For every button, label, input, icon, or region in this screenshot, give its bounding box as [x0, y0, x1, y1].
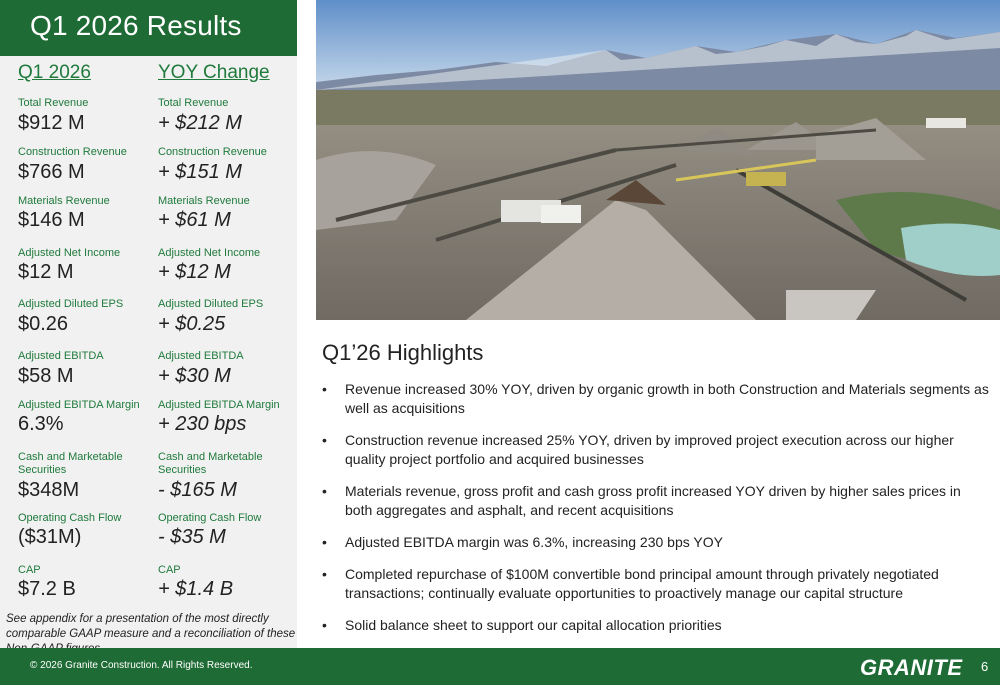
- metric-value: $12 M: [18, 261, 74, 283]
- change-label: Adjusted EBITDA Margin: [158, 399, 280, 411]
- bullet-icon: •: [322, 381, 327, 397]
- copyright: © 2026 Granite Construction. All Rights Reserved.: [30, 660, 253, 671]
- highlight-item: [322, 482, 990, 520]
- metric-value: ($31M): [18, 526, 82, 548]
- highlight-text: Solid balance sheet to support our capital allocation priorities: [345, 617, 722, 633]
- metric-label: CAP: [18, 564, 41, 576]
- change-label: Adjusted Net Income: [158, 247, 261, 259]
- highlight-text: Completed repurchase of $100M convertible bond principal amount through privately negotiated transactions; continually evaluate opportunities to proactively manage our capital structure: [345, 566, 939, 601]
- change-label: Operating Cash Flow: [158, 512, 262, 524]
- change-value: + $0.25: [158, 313, 226, 335]
- metric-label: Materials Revenue: [18, 195, 110, 207]
- bullet-icon: •: [322, 432, 327, 448]
- change-label: Total Revenue: [158, 97, 229, 109]
- q1-column-header: Q1 2026: [18, 62, 91, 83]
- change-label: Adjusted EBITDA: [158, 350, 244, 362]
- highlight-text: Adjusted EBITDA margin was 6.3%, increasing 230 bps YOY: [345, 534, 723, 550]
- bullet-icon: •: [322, 566, 327, 582]
- slide-title: Q1 2026 Results: [30, 10, 242, 41]
- bullet-icon: •: [322, 534, 327, 550]
- metric-value: $348M: [18, 479, 80, 501]
- granite-logo: GRANITE: [860, 655, 963, 680]
- highlight-text: Materials revenue, gross profit and cash gross profit increased YOY driven by higher sales prices in both aggregates and asphalt, and recent acquisitions: [345, 483, 961, 518]
- highlight-text: Revenue increased 30% YOY, driven by organic growth in both Construction and Materials segments as well as acquisitions: [345, 381, 989, 416]
- change-value: - $165 M: [158, 479, 237, 501]
- highlights-title: Q1’26 Highlights: [322, 340, 484, 365]
- page-number: 6: [981, 659, 989, 674]
- title-bar: [0, 0, 297, 56]
- metric-value: $0.26: [18, 313, 69, 335]
- metric-value: $146 M: [18, 209, 85, 231]
- metric-value: $766 M: [18, 161, 85, 183]
- change-value: + $151 M: [158, 161, 242, 183]
- change-value: + 230 bps: [158, 413, 247, 435]
- metric-label: Adjusted Net Income: [18, 247, 121, 259]
- metric-label: Adjusted EBITDA: [18, 350, 104, 362]
- footnote: See appendix for a presentation of the most directly comparable GAAP measure and a reconciliation of these: [6, 613, 296, 640]
- highlight-text: Construction revenue increased 25% YOY, driven by improved project execution across our higher quality project portfolio and acquired businesses: [345, 432, 954, 467]
- yoy-column-header: YOY Change: [158, 62, 270, 83]
- highlight-item: [322, 380, 990, 418]
- metric-value: $7.2 B: [18, 578, 76, 600]
- change-label: Cash and Marketable Securities: [158, 451, 263, 476]
- highlight-item: [322, 431, 990, 469]
- metric-value: $912 M: [18, 112, 85, 134]
- change-label: Adjusted Diluted EPS: [158, 298, 264, 310]
- change-value: + $12 M: [158, 261, 231, 283]
- change-value: + $1.4 B: [158, 578, 234, 600]
- change-value: + $30 M: [158, 365, 231, 387]
- change-label: CAP: [158, 564, 181, 576]
- metric-value: $58 M: [18, 365, 74, 387]
- metric-value: 6.3%: [18, 413, 64, 435]
- change-value: + $212 M: [158, 112, 242, 134]
- highlight-item: [322, 616, 990, 635]
- metric-label: Construction Revenue: [18, 146, 127, 158]
- metric-label: Cash and Marketable Securities: [18, 451, 123, 476]
- change-value: - $35 M: [158, 526, 226, 548]
- highlight-item: [322, 533, 990, 552]
- change-value: + $61 M: [158, 209, 231, 231]
- quarry-photo: [316, 0, 1000, 320]
- metric-label: Adjusted Diluted EPS: [18, 298, 124, 310]
- metric-label: Total Revenue: [18, 97, 89, 109]
- change-label: Construction Revenue: [158, 146, 267, 158]
- footer-bar: [0, 648, 1000, 685]
- bullet-icon: •: [322, 483, 327, 499]
- metric-label: Operating Cash Flow: [18, 512, 122, 524]
- results-panel: [0, 0, 297, 648]
- metric-label: Adjusted EBITDA Margin: [18, 399, 140, 411]
- highlights-list: [322, 380, 990, 648]
- bullet-icon: •: [322, 617, 327, 633]
- change-label: Materials Revenue: [158, 195, 250, 207]
- highlight-item: [322, 565, 990, 603]
